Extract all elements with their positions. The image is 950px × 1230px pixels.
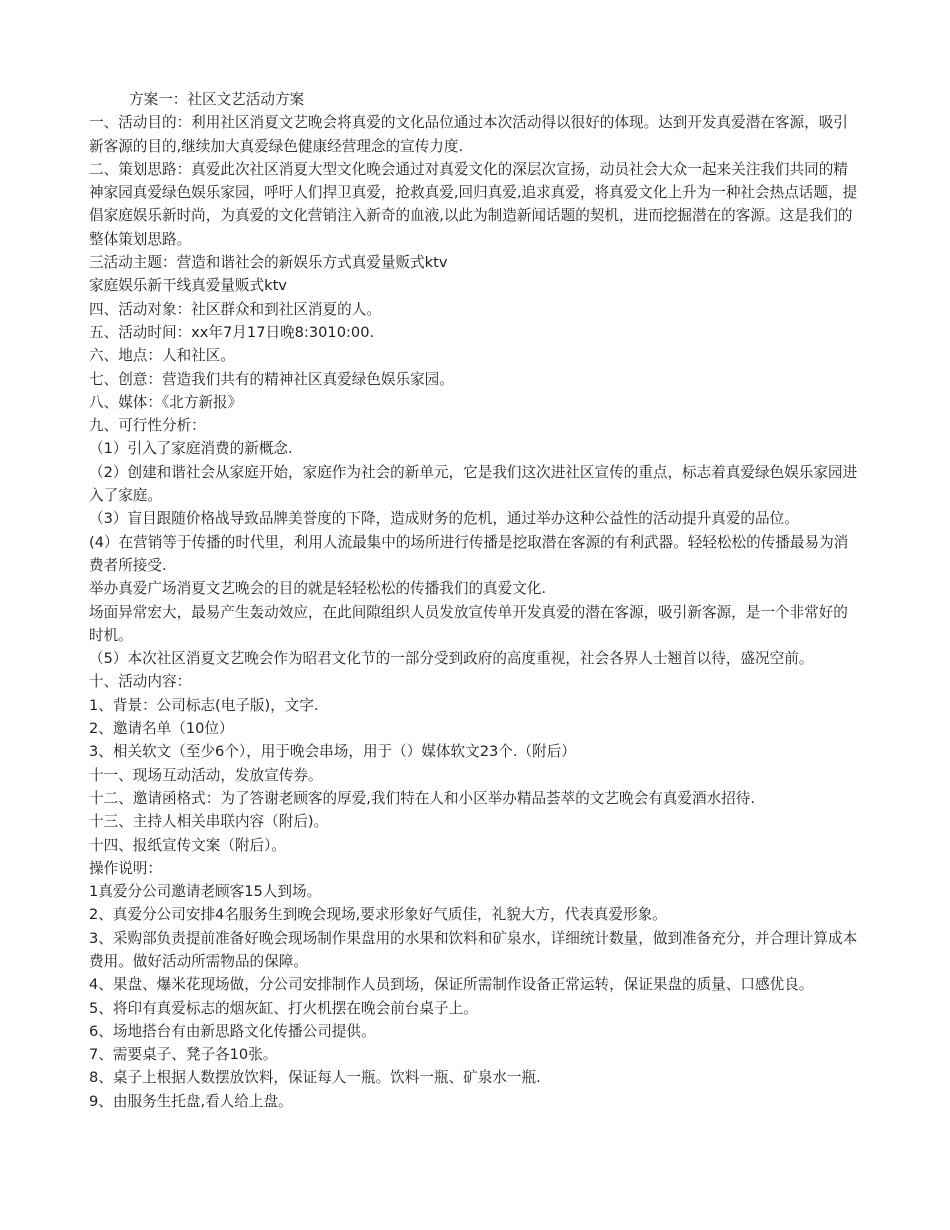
paragraph-planning-idea: 二、策划思路：真爱此次社区消夏大型文化晚会通过对真爱文化的深层次宣扬，动员社会大众一起来关注我们共同的精神家园真爱绿色娱乐家园，呼吁人们捍卫真爱，抢救真爱,回归真爱,追求真爱，将真爱文化上升为一种社会热点话题，提倡家庭娱乐新时尚，为真爱的文化营销注入新奇的血液,以此为制造新闻话题的契机，进而挖掘潜在的客源。这是我们的整体策划思路。 <box>89 160 858 248</box>
paragraph-content-background: 1、背景：公司标志(电子版)，文字. <box>89 696 319 714</box>
paragraph-operation-7: 7、需要桌子、凳子各10张。 <box>89 1046 278 1064</box>
paragraph-host-content: 十三、主持人相关串联内容（附后)。 <box>89 813 329 831</box>
paragraph-theme-slogan: 家庭娱乐新干线真爱量贩式ktv <box>89 277 287 295</box>
paragraph-feasibility-4: (4）在营销等于传播的时代里，利用人流最集中的场所进行传播是挖取潜在客源的有利武器。轻轻松松的传播最易为消费者所接受. <box>89 533 849 574</box>
paragraph-operation-3: 3、采购部负责提前准备好晚会现场制作果盘用的水果和饮料和矿泉水，详细统计数量，做到准备充分，并合理计算成本费用。做好活动所需物品的保障。 <box>89 929 858 970</box>
paragraph-operation-heading: 操作说明： <box>89 859 162 877</box>
paragraph-activity-time: 五、活动时间：xx年7月17日晚8:3010:00. <box>89 323 375 341</box>
paragraph-interactive-activity: 十一、现场互动活动，发放宣传券。 <box>89 766 323 784</box>
paragraph-content-soft-articles: 3、相关软文（至少6个），用于晚会串场，用于（）媒体软文23个.（附后） <box>89 743 576 761</box>
paragraph-feasibility-2: （2）创建和谐社会从家庭开始，家庭作为社会的新单元，它是我们这次进社区宣传的重点，标志着真爱绿色娱乐家园进入了家庭。 <box>89 463 858 505</box>
paragraph-feasibility-5: （5）本次社区消夏文艺晚会作为昭君文化节的一部分受到政府的高度重视，社会各界人士翘首以待，盛况空前。 <box>89 650 814 668</box>
paragraph-operation-1: 1真爱分公司邀请老顾客15人到场。 <box>89 883 322 901</box>
paragraph-operation-5: 5、将印有真爱标志的烟灰缸、打火机摆在晚会前台桌子上。 <box>89 999 478 1017</box>
paragraph-content-invite-list: 2、邀请名单（10位） <box>89 720 234 738</box>
paragraph-creative: 七、创意：营造我们共有的精神社区真爱绿色娱乐家园。 <box>89 370 454 388</box>
paragraph-operation-4: 4、果盘、爆米花现场做，分公司安排制作人员到场，保证所需制作设备正常运转，保证果盘的质量、口感优良。 <box>89 976 814 994</box>
paragraph-operation-8: 8、桌子上根据人数摆放饮料，保证每人一瓶。饮料一瓶、矿泉水一瓶. <box>89 1069 541 1087</box>
paragraph-activity-purpose: 一、活动目的：利用社区消夏文艺晚会将真爱的文化品位通过本次活动得以很好的体现。达到开发真爱潜在客源，吸引新客源的目的,继续加大真爱绿色健康经营理念的宣传力度. <box>89 114 848 155</box>
paragraph-activity-target: 四、活动对象：社区群众和到社区消夏的人。 <box>89 300 381 318</box>
document-title: 方案一：社区文艺活动方案 <box>129 91 305 108</box>
paragraph-operation-6: 6、场地搭台有由新思路文化传播公司提供。 <box>89 1022 376 1040</box>
paragraph-invitation-format: 十二、邀请函格式：为了答谢老顾客的厚爱,我们特在人和小区举办精品荟萃的文艺晚会有真爱酒水招待. <box>89 789 756 807</box>
paragraph-feasibility-4-note-b: 场面异常宏大，最易产生轰动效应，在此间隙组织人员发放宣传单开发真爱的潜在客源，吸引新客源，是一个非常好的时机。 <box>89 603 848 644</box>
paragraph-media: 八、媒体：《北方新报》 <box>89 393 243 411</box>
document-page <box>89 88 861 1113</box>
paragraph-activity-theme: 三活动主题：营造和谐社会的新娱乐方式真爱量贩式ktv <box>89 254 448 272</box>
paragraph-operation-2: 2、真爱分公司安排4名服务生到晚会现场,要求形象好气质佳，礼貌大方，代表真爱形象。 <box>89 906 667 924</box>
paragraph-feasibility-3: （3）盲目跟随价格战导致品牌美誉度的下降，造成财务的危机，通过举办这种公益性的活动提升真爱的品位。 <box>89 510 799 528</box>
paragraph-content-heading: 十、活动内容： <box>89 673 192 691</box>
paragraph-feasibility-1: （1）引入了家庭消费的新概念. <box>89 440 293 458</box>
paragraph-feasibility-heading: 九、可行性分析： <box>89 417 206 435</box>
paragraph-location: 六、地点：人和社区。 <box>89 347 235 365</box>
paragraph-feasibility-4-note-a: 举办真爱广场消夏文艺晚会的目的就是轻轻松松的传播我们的真爱文化. <box>89 580 547 598</box>
paragraph-newspaper-copy: 十四、报纸宣传文案（附后）。 <box>89 836 287 854</box>
paragraph-operation-9: 9、由服务生托盘,看人给上盘。 <box>89 1092 293 1110</box>
